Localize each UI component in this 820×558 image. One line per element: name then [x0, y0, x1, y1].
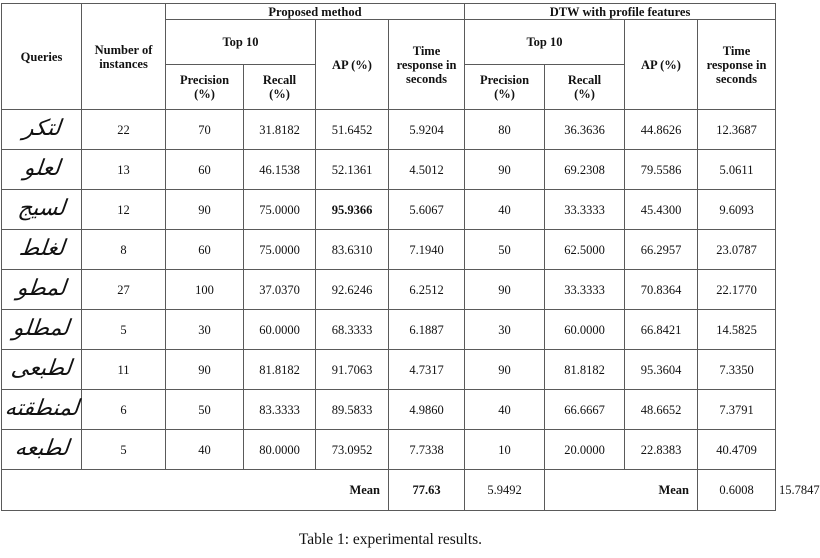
cell-recall-dtw: 81.8182	[545, 350, 625, 390]
cell-instances: 5	[82, 310, 166, 350]
cell-time-proposed: 7.1940	[389, 230, 465, 270]
cell-ap-dtw: 79.5586	[625, 150, 698, 190]
cell-recall-proposed: 60.0000	[244, 310, 316, 350]
cell-ap-dtw: 22.8383	[625, 430, 698, 470]
query-word-image	[2, 190, 82, 230]
query-word-handwritten: لمطلو	[12, 315, 71, 341]
pct-label: (%)	[194, 87, 215, 101]
cell-recall-dtw: 60.0000	[545, 310, 625, 350]
table-caption: Table 1: experimental results.	[298, 531, 483, 548]
cell-precision-proposed: 30	[166, 310, 244, 350]
cell-recall-dtw: 69.2308	[545, 150, 625, 190]
cell-time-proposed: 5.9204	[389, 110, 465, 150]
cell-precision-dtw: 10	[465, 430, 545, 470]
cell-time-proposed: 4.9860	[389, 390, 465, 430]
query-word-image	[2, 430, 82, 470]
query-word-image	[2, 110, 82, 150]
cell-recall-proposed: 75.0000	[244, 230, 316, 270]
query-word-image	[2, 270, 82, 310]
cell-time-proposed: 7.7338	[389, 430, 465, 470]
cell-time-dtw: 40.4709	[698, 430, 776, 470]
query-word-handwritten: لسيج	[16, 195, 67, 221]
cell-ap-proposed: 73.0952	[316, 430, 389, 470]
header-precision-dtw	[465, 65, 545, 110]
cell-time-dtw: 9.6093	[698, 190, 776, 230]
header-top10-dtw: Top 10	[465, 20, 625, 65]
cell-ap-dtw: 44.8626	[625, 110, 698, 150]
query-word-image	[2, 350, 82, 390]
cell-precision-proposed: 60	[166, 230, 244, 270]
table-row	[2, 270, 776, 310]
mean-row: Mean 77.63 5.9492 Mean 0.6008 15.7847	[2, 470, 776, 511]
cell-ap-proposed: 91.7063	[316, 350, 389, 390]
cell-ap-dtw: 66.2957	[625, 230, 698, 270]
results-table	[1, 3, 820, 511]
cell-ap-dtw: 45.4300	[625, 190, 698, 230]
cell-ap-proposed: 52.1361	[316, 150, 389, 190]
query-word-handwritten: لتكر	[21, 115, 62, 141]
cell-recall-proposed: 75.0000	[244, 190, 316, 230]
cell-time-dtw: 5.0611	[698, 150, 776, 190]
cell-instances: 13	[82, 150, 166, 190]
cell-time-proposed: 5.6067	[389, 190, 465, 230]
cell-time-dtw: 12.3687	[698, 110, 776, 150]
table-row	[2, 150, 776, 190]
cell-ap-proposed: 89.5833	[316, 390, 389, 430]
cell-ap-proposed: 92.6246	[316, 270, 389, 310]
cell-recall-proposed: 80.0000	[244, 430, 316, 470]
query-word-handwritten: لطبعه	[13, 435, 70, 461]
cell-precision-dtw: 90	[465, 150, 545, 190]
mean-ap-dtw: 0.6008	[698, 470, 776, 511]
cell-instances: 5	[82, 430, 166, 470]
cell-instances: 12	[82, 190, 166, 230]
table-row	[2, 390, 776, 430]
cell-time-dtw: 7.3350	[698, 350, 776, 390]
header-ap-dtw: AP (%)	[625, 20, 698, 110]
cell-time-proposed: 6.1887	[389, 310, 465, 350]
query-word-handwritten: لمطو	[15, 275, 68, 301]
cell-precision-dtw: 50	[465, 230, 545, 270]
cell-ap-dtw: 70.8364	[625, 270, 698, 310]
precision-label: Precision	[179, 73, 230, 87]
cell-recall-dtw: 20.0000	[545, 430, 625, 470]
cell-recall-proposed: 37.0370	[244, 270, 316, 310]
table-row	[2, 230, 776, 270]
cell-ap-proposed: 68.3333	[316, 310, 389, 350]
cell-ap-proposed: 95.9366	[316, 190, 389, 230]
cell-precision-dtw: 80	[465, 110, 545, 150]
cell-precision-dtw: 40	[465, 190, 545, 230]
cell-recall-dtw: 33.3333	[545, 270, 625, 310]
cell-ap-proposed: 83.6310	[316, 230, 389, 270]
cell-recall-proposed: 83.3333	[244, 390, 316, 430]
precision-label: Precision	[479, 73, 530, 87]
cell-ap-dtw: 48.6652	[625, 390, 698, 430]
query-word-handwritten: لغلط	[17, 235, 66, 261]
header-precision-proposed	[166, 65, 244, 110]
cell-recall-dtw: 36.3636	[545, 110, 625, 150]
cell-precision-dtw: 90	[465, 350, 545, 390]
cell-ap-dtw: 66.8421	[625, 310, 698, 350]
query-word-image	[2, 390, 82, 430]
cell-precision-proposed: 50	[166, 390, 244, 430]
cell-precision-proposed: 60	[166, 150, 244, 190]
query-word-handwritten: لطبعى	[10, 355, 74, 381]
cell-instances: 8	[82, 230, 166, 270]
cell-instances: 27	[82, 270, 166, 310]
mean-label-dtw: Mean	[545, 470, 698, 511]
header-recall-proposed	[244, 65, 316, 110]
query-word-image	[2, 230, 82, 270]
cell-recall-proposed: 31.8182	[244, 110, 316, 150]
cell-recall-dtw: 33.3333	[545, 190, 625, 230]
header-dtw: DTW with profile features	[465, 4, 776, 20]
table-row	[2, 310, 776, 350]
cell-recall-dtw: 62.5000	[545, 230, 625, 270]
cell-time-proposed: 4.5012	[389, 150, 465, 190]
cell-precision-dtw: 30	[465, 310, 545, 350]
cell-precision-proposed: 90	[166, 190, 244, 230]
header-number-of-instances: Number of instances	[82, 4, 166, 110]
header-time-dtw: Time response in seconds	[698, 20, 776, 110]
query-word-handwritten: لعلو	[22, 155, 61, 181]
cell-recall-proposed: 81.8182	[244, 350, 316, 390]
cell-precision-proposed: 70	[166, 110, 244, 150]
cell-ap-proposed: 51.6452	[316, 110, 389, 150]
header-recall-dtw	[545, 65, 625, 110]
mean-time-proposed: 5.9492	[465, 470, 545, 511]
cell-precision-dtw: 90	[465, 270, 545, 310]
recall-label: Recall	[262, 73, 297, 87]
table-row	[2, 430, 776, 470]
cell-ap-dtw: 95.3604	[625, 350, 698, 390]
pct-label: (%)	[494, 87, 515, 101]
cell-instances: 11	[82, 350, 166, 390]
header-time-proposed: Time response in seconds	[389, 20, 465, 110]
table-row	[2, 190, 776, 230]
cell-precision-proposed: 90	[166, 350, 244, 390]
cell-time-dtw: 23.0787	[698, 230, 776, 270]
cell-precision-proposed: 100	[166, 270, 244, 310]
cell-time-proposed: 6.2512	[389, 270, 465, 310]
cell-recall-proposed: 46.1538	[244, 150, 316, 190]
table-row	[2, 350, 776, 390]
cell-time-proposed: 4.7317	[389, 350, 465, 390]
cell-time-dtw: 14.5825	[698, 310, 776, 350]
cell-instances: 22	[82, 110, 166, 150]
cell-time-dtw: 22.1770	[698, 270, 776, 310]
cell-precision-proposed: 40	[166, 430, 244, 470]
header-queries: Queries	[2, 4, 82, 110]
query-word-handwritten: لمنطقته	[3, 395, 81, 421]
header-proposed-method: Proposed method	[166, 4, 465, 20]
mean-ap-proposed: 77.63	[389, 470, 465, 511]
header-ap-proposed: AP (%)	[316, 20, 389, 110]
query-word-image	[2, 310, 82, 350]
query-word-image	[2, 150, 82, 190]
cell-precision-dtw: 40	[465, 390, 545, 430]
mean-label-proposed: Mean	[2, 470, 389, 511]
pct-label: (%)	[269, 87, 290, 101]
header-top10-proposed: Top 10	[166, 20, 316, 65]
cell-instances: 6	[82, 390, 166, 430]
cell-time-dtw: 7.3791	[698, 390, 776, 430]
table-row	[2, 110, 776, 150]
recall-label: Recall	[567, 73, 602, 87]
cell-recall-dtw: 66.6667	[545, 390, 625, 430]
pct-label: (%)	[574, 87, 595, 101]
